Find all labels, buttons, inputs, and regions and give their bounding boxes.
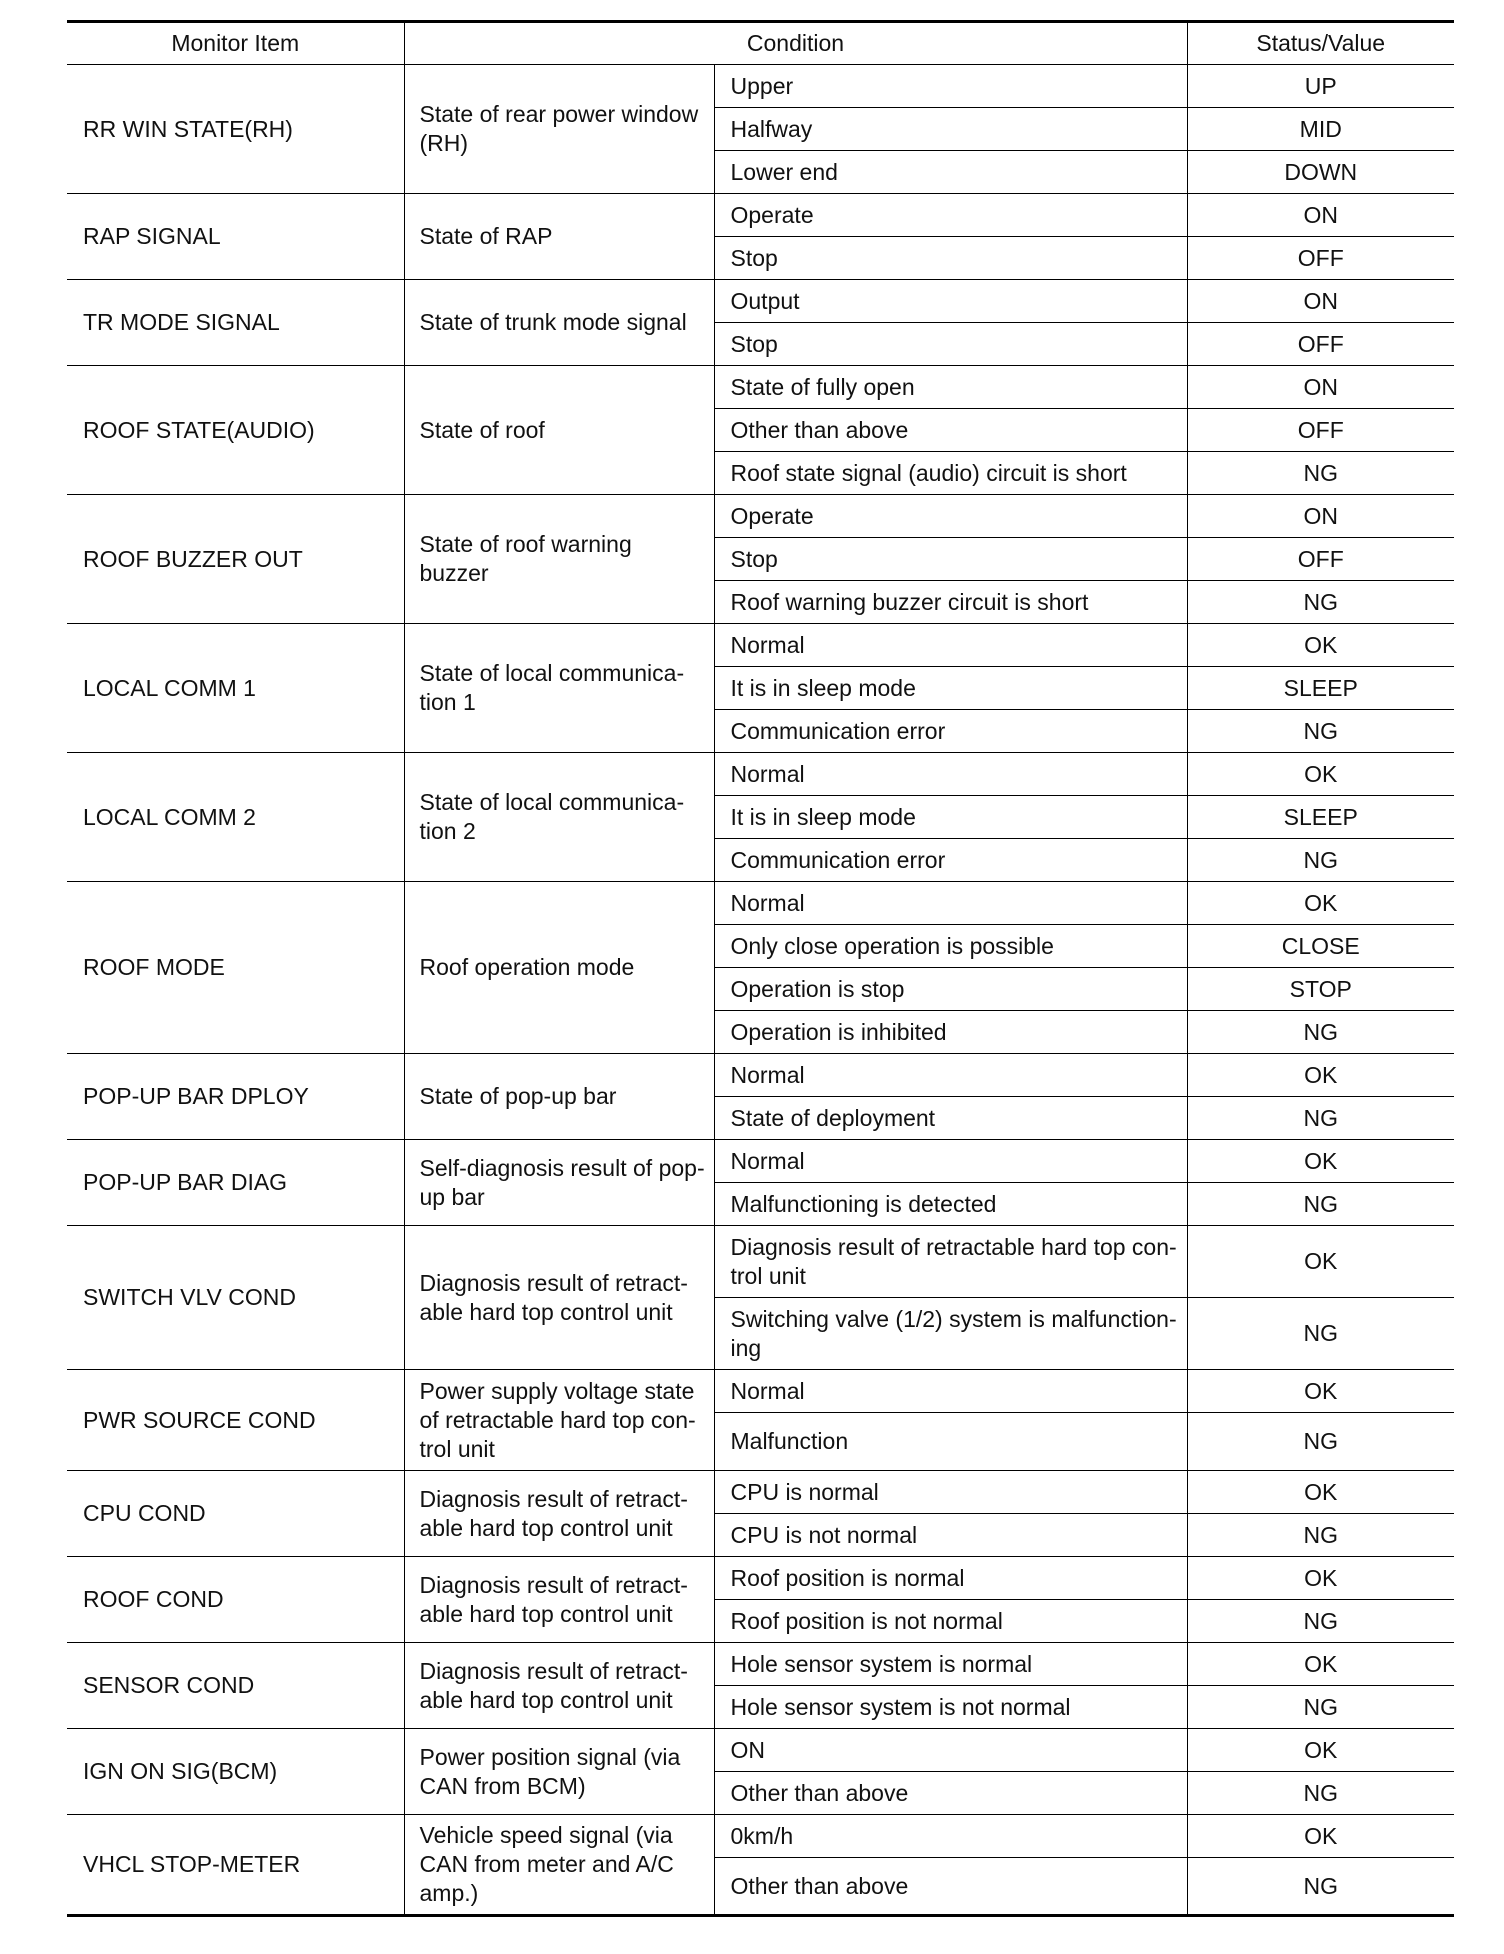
- status-value-cell: OK: [1187, 1471, 1454, 1514]
- condition-cell: Diagnosis result of retract-able hard top control unit: [404, 1643, 714, 1729]
- status-value-cell: SLEEP: [1187, 796, 1454, 839]
- sub-condition-cell: Only close operation is possible: [714, 925, 1187, 968]
- status-value-cell: UP: [1187, 65, 1454, 108]
- monitor-item-cell: VHCL STOP-METER: [67, 1815, 404, 1916]
- sub-condition-cell: Normal: [714, 1370, 1187, 1413]
- monitor-item-cell: ROOF MODE: [67, 882, 404, 1054]
- sub-condition-cell: Roof position is normal: [714, 1557, 1187, 1600]
- status-value-cell: CLOSE: [1187, 925, 1454, 968]
- sub-condition-cell: It is in sleep mode: [714, 667, 1187, 710]
- header-condition: Condition: [404, 22, 1187, 65]
- sub-condition-cell: Halfway: [714, 108, 1187, 151]
- monitor-item-cell: ROOF BUZZER OUT: [67, 495, 404, 624]
- status-value-cell: NG: [1187, 1858, 1454, 1916]
- status-value-cell: NG: [1187, 452, 1454, 495]
- table-row: [67, 280, 1454, 323]
- monitor-item-cell: SWITCH VLV COND: [67, 1226, 404, 1370]
- table-row: [67, 366, 1454, 409]
- condition-cell: Power position signal (via CAN from BCM): [404, 1729, 714, 1815]
- sub-condition-cell: Hole sensor system is not normal: [714, 1686, 1187, 1729]
- condition-cell: State of local communica-tion 1: [404, 624, 714, 753]
- header-monitor-item: Monitor Item: [67, 22, 404, 65]
- status-value-cell: NG: [1187, 1600, 1454, 1643]
- sub-condition-cell: ON: [714, 1729, 1187, 1772]
- sub-condition-cell: Stop: [714, 323, 1187, 366]
- sub-condition-cell: State of fully open: [714, 366, 1187, 409]
- sub-condition-cell: Normal: [714, 624, 1187, 667]
- sub-condition-cell: Lower end: [714, 151, 1187, 194]
- condition-cell: Diagnosis result of retract-able hard top control unit: [404, 1226, 714, 1370]
- sub-condition-cell: Output: [714, 280, 1187, 323]
- table-row: [67, 1370, 1454, 1413]
- status-value-cell: ON: [1187, 495, 1454, 538]
- status-value-cell: NG: [1187, 1298, 1454, 1370]
- condition-cell: State of roof warning buzzer: [404, 495, 714, 624]
- status-value-cell: OFF: [1187, 538, 1454, 581]
- monitor-item-cell: POP-UP BAR DIAG: [67, 1140, 404, 1226]
- condition-cell: Power supply voltage state of retractable hard top con-trol unit: [404, 1370, 714, 1471]
- sub-condition-cell: State of deployment: [714, 1097, 1187, 1140]
- sub-condition-cell: CPU is not normal: [714, 1514, 1187, 1557]
- monitor-item-cell: RAP SIGNAL: [67, 194, 404, 280]
- status-value-cell: NG: [1187, 1413, 1454, 1471]
- monitor-item-cell: ROOF STATE(AUDIO): [67, 366, 404, 495]
- status-value-cell: NG: [1187, 1772, 1454, 1815]
- status-value-cell: NG: [1187, 1514, 1454, 1557]
- table-row: [67, 1054, 1454, 1097]
- condition-cell: State of rear power window (RH): [404, 65, 714, 194]
- status-value-cell: OK: [1187, 882, 1454, 925]
- sub-condition-cell: Other than above: [714, 1858, 1187, 1916]
- status-value-cell: OK: [1187, 1054, 1454, 1097]
- status-value-cell: ON: [1187, 194, 1454, 237]
- status-value-cell: NG: [1187, 839, 1454, 882]
- sub-condition-cell: Other than above: [714, 409, 1187, 452]
- sub-condition-cell: Roof state signal (audio) circuit is short: [714, 452, 1187, 495]
- condition-cell: State of trunk mode signal: [404, 280, 714, 366]
- monitor-item-cell: IGN ON SIG(BCM): [67, 1729, 404, 1815]
- sub-condition-cell: Roof warning buzzer circuit is short: [714, 581, 1187, 624]
- sub-condition-cell: Switching valve (1/2) system is malfunction-ing: [714, 1298, 1187, 1370]
- status-value-cell: OK: [1187, 1140, 1454, 1183]
- monitor-item-cell: ROOF COND: [67, 1557, 404, 1643]
- table-row: [67, 1729, 1454, 1772]
- sub-condition-cell: CPU is normal: [714, 1471, 1187, 1514]
- monitor-item-cell: TR MODE SIGNAL: [67, 280, 404, 366]
- status-value-cell: NG: [1187, 1097, 1454, 1140]
- monitor-table: [67, 20, 1454, 1917]
- sub-condition-cell: Malfunction: [714, 1413, 1187, 1471]
- status-value-cell: SLEEP: [1187, 667, 1454, 710]
- status-value-cell: OK: [1187, 1557, 1454, 1600]
- condition-cell: Self-diagnosis result of pop-up bar: [404, 1140, 714, 1226]
- status-value-cell: OK: [1187, 1226, 1454, 1298]
- sub-condition-cell: Malfunctioning is detected: [714, 1183, 1187, 1226]
- sub-condition-cell: Stop: [714, 237, 1187, 280]
- sub-condition-cell: Normal: [714, 1140, 1187, 1183]
- status-value-cell: OK: [1187, 1643, 1454, 1686]
- status-value-cell: OK: [1187, 1370, 1454, 1413]
- monitor-item-cell: LOCAL COMM 2: [67, 753, 404, 882]
- table-body: [67, 65, 1454, 1916]
- status-value-cell: STOP: [1187, 968, 1454, 1011]
- table-row: [67, 1815, 1454, 1858]
- status-value-cell: OFF: [1187, 237, 1454, 280]
- header-row: [67, 22, 1454, 65]
- monitor-item-cell: LOCAL COMM 1: [67, 624, 404, 753]
- sub-condition-cell: It is in sleep mode: [714, 796, 1187, 839]
- condition-cell: Diagnosis result of retract-able hard top control unit: [404, 1471, 714, 1557]
- table-row: [67, 624, 1454, 667]
- monitor-item-cell: SENSOR COND: [67, 1643, 404, 1729]
- sub-condition-cell: Normal: [714, 753, 1187, 796]
- table-row: [67, 1140, 1454, 1183]
- condition-cell: Roof operation mode: [404, 882, 714, 1054]
- monitor-item-cell: RR WIN STATE(RH): [67, 65, 404, 194]
- status-value-cell: NG: [1187, 581, 1454, 624]
- table-row: [67, 882, 1454, 925]
- table-row: [67, 65, 1454, 108]
- sub-condition-cell: Upper: [714, 65, 1187, 108]
- condition-cell: Vehicle speed signal (via CAN from meter and A/C amp.): [404, 1815, 714, 1916]
- monitor-item-cell: CPU COND: [67, 1471, 404, 1557]
- sub-condition-cell: Normal: [714, 1054, 1187, 1097]
- sub-condition-cell: Operate: [714, 495, 1187, 538]
- sub-condition-cell: Hole sensor system is normal: [714, 1643, 1187, 1686]
- sub-condition-cell: 0km/h: [714, 1815, 1187, 1858]
- condition-cell: State of pop-up bar: [404, 1054, 714, 1140]
- sub-condition-cell: Operation is stop: [714, 968, 1187, 1011]
- sub-condition-cell: Communication error: [714, 710, 1187, 753]
- status-value-cell: ON: [1187, 366, 1454, 409]
- monitor-item-cell: PWR SOURCE COND: [67, 1370, 404, 1471]
- status-value-cell: NG: [1187, 1183, 1454, 1226]
- status-value-cell: OK: [1187, 624, 1454, 667]
- sub-condition-cell: Normal: [714, 882, 1187, 925]
- condition-cell: State of RAP: [404, 194, 714, 280]
- status-value-cell: DOWN: [1187, 151, 1454, 194]
- table-row: [67, 495, 1454, 538]
- header-status-value: Status/Value: [1187, 22, 1454, 65]
- status-value-cell: OFF: [1187, 409, 1454, 452]
- condition-cell: Diagnosis result of retract-able hard top control unit: [404, 1557, 714, 1643]
- status-value-cell: MID: [1187, 108, 1454, 151]
- condition-cell: State of roof: [404, 366, 714, 495]
- sub-condition-cell: Other than above: [714, 1772, 1187, 1815]
- status-value-cell: OFF: [1187, 323, 1454, 366]
- table-row: [67, 753, 1454, 796]
- condition-cell: State of local communica-tion 2: [404, 753, 714, 882]
- sub-condition-cell: Communication error: [714, 839, 1187, 882]
- monitor-item-cell: POP-UP BAR DPLOY: [67, 1054, 404, 1140]
- table-row: [67, 1557, 1454, 1600]
- sub-condition-cell: Operation is inhibited: [714, 1011, 1187, 1054]
- status-value-cell: OK: [1187, 1729, 1454, 1772]
- sub-condition-cell: Diagnosis result of retractable hard top con-trol unit: [714, 1226, 1187, 1298]
- sub-condition-cell: Roof position is not normal: [714, 1600, 1187, 1643]
- status-value-cell: OK: [1187, 1815, 1454, 1858]
- status-value-cell: NG: [1187, 710, 1454, 753]
- status-value-cell: OK: [1187, 753, 1454, 796]
- sub-condition-cell: Operate: [714, 194, 1187, 237]
- table-row: [67, 1471, 1454, 1514]
- table-row: [67, 1643, 1454, 1686]
- table-row: [67, 1226, 1454, 1298]
- status-value-cell: NG: [1187, 1686, 1454, 1729]
- status-value-cell: NG: [1187, 1011, 1454, 1054]
- status-value-cell: ON: [1187, 280, 1454, 323]
- sub-condition-cell: Stop: [714, 538, 1187, 581]
- table-row: [67, 194, 1454, 237]
